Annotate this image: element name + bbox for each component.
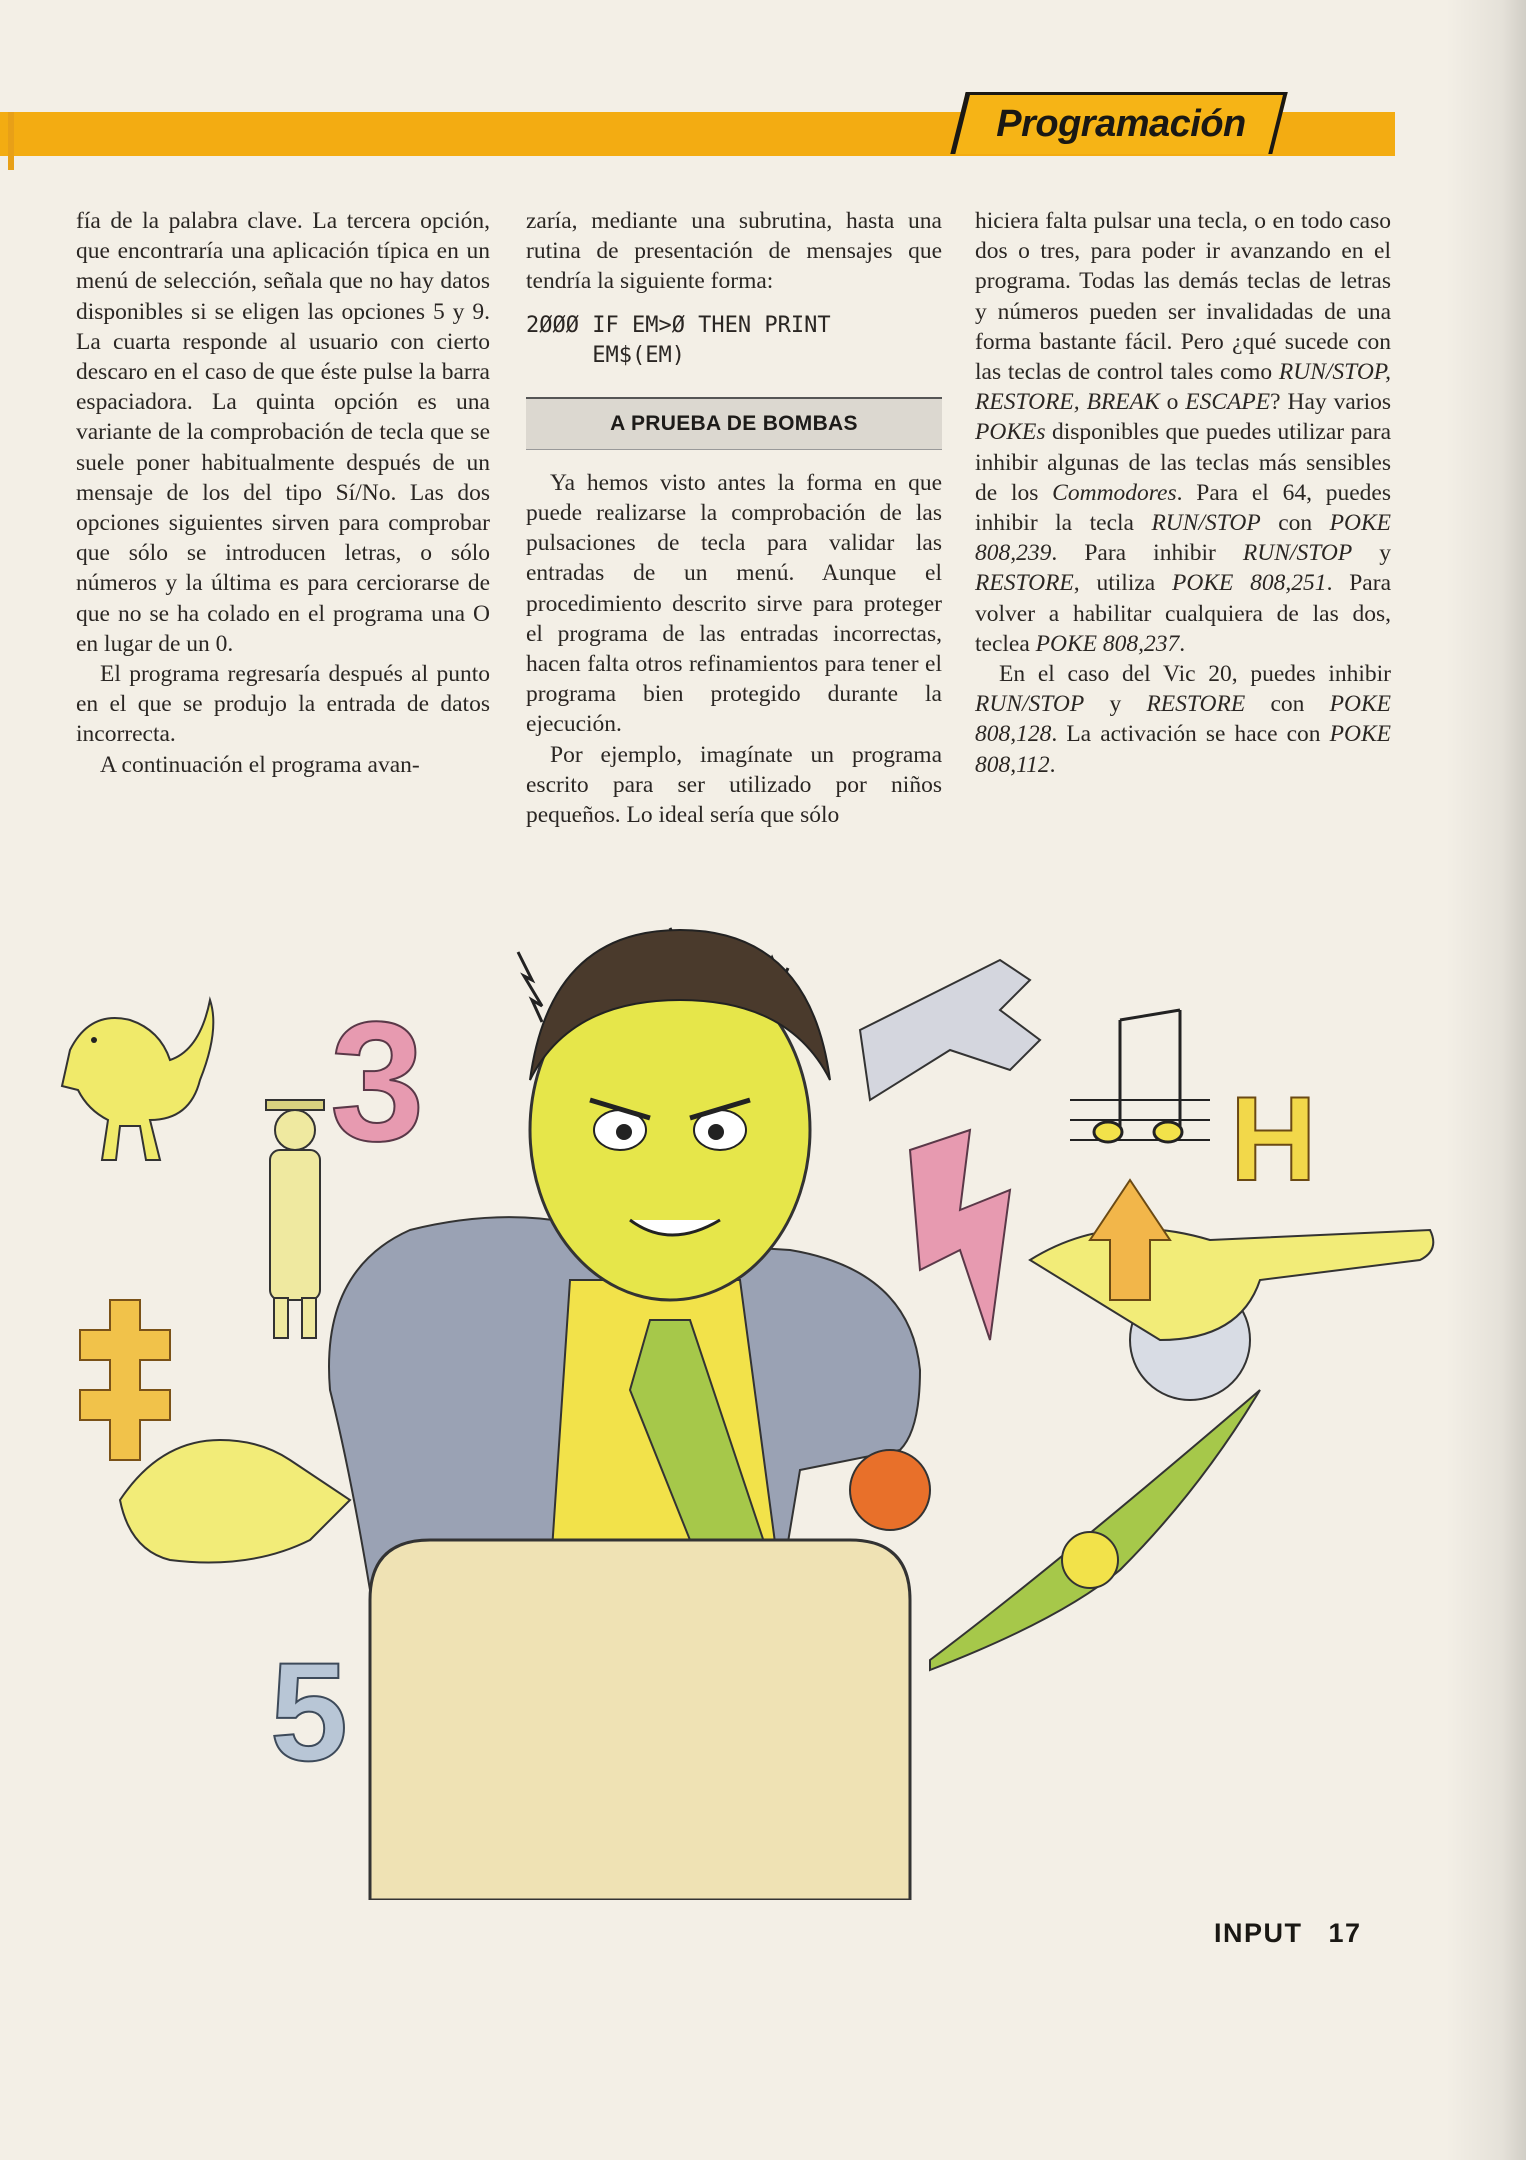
paragraph: hiciera falta pulsar una tecla, o en todo caso dos o tres, para poder ir avanzando en el programa. Todas las demás teclas de letras y números pueden ser invalidadas de una forma bastante fácil. Pero ¿qué sucede con las teclas de control tales como RUN/STOP, RESTORE, BREAK o ESCAPE? Hay varios POKEs disponibles que puedes utilizar para inhibir algunas de las teclas más sensibles de los Commodores. Para el 64, puedes inhibir la tecla RUN/STOP con POKE 808,239. Para inhibir RUN/STOP y RESTORE, utiliza POKE 808,251. Para volver a habilitar cualquiera de las dos, teclea POKE 808,237.: [975, 208, 1392, 657]
chomper-ball: [850, 1450, 930, 1530]
detective-figure: [266, 1100, 324, 1338]
plane: [930, 1390, 1260, 1670]
monitor: [370, 1540, 910, 1900]
magazine-name: INPUT: [1214, 1918, 1303, 1948]
paragraph: Por ejemplo, imagínate un programa escrito para ser utilizado por niños pequeños. Lo ideal sería que sólo: [526, 741, 942, 829]
page-number: 17: [1328, 1918, 1362, 1948]
paragraph: zaría, mediante una subrutina, hasta una rutina de presentación de mensajes que tendría la siguiente forma:: [526, 208, 942, 295]
music-notes: [1070, 1010, 1210, 1142]
left-hand: [120, 1440, 350, 1563]
header-band-tick: [8, 112, 14, 170]
cartoon-illustration: [30, 900, 1470, 1900]
dinosaur-figure: [62, 1000, 213, 1160]
paragraph: fía de la palabra clave. La tercera opción, que encontraría una aplicación típica en un menú de selección, señala que no hay datos disponibles si se eligen las opciones 5 y 9. La cuarta responde al usuario con cierto descaro en el caso de que éste pulse la barra espaciadora. La quinta opción es una variante de la comprobación de tecla que se suele poner habitualmente después de un mensaje de los del tipo Sí/No. Las dos opciones siguientes sirven para comprobar que sólo se introducen letras, o sólo números y la última es para cerciorarse de que no se ha colado en el programa una O en lugar de un 0.: [76, 208, 490, 657]
blue-five: 5: [270, 1633, 348, 1790]
page-footer: [1214, 1918, 1362, 1949]
paragraph: Ya hemos visto antes la forma en que puede realizarse la comprobación de las pulsaciones de tecla para validar las entradas de un menú. Aunque el procedimiento descrito sirve para proteger el programa de las entradas incorrectas, hacen falta otros refinamientos para tener el programa bien protegido durante la ejecución.: [526, 469, 942, 738]
grey-robot: [860, 960, 1040, 1100]
text-column-1: [76, 206, 490, 780]
text-column-2: [526, 206, 942, 830]
text-column-3: [975, 206, 1391, 780]
orange-symbol: [80, 1300, 170, 1460]
pink-three: 3: [330, 987, 425, 1177]
code-listing: 2ØØØ IF EM>Ø THEN PRINT EM$(EM): [526, 312, 831, 368]
yellow-h: H: [1230, 1072, 1317, 1206]
paragraph: El programa regresaría después al punto en el que se produjo la entrada de datos incorrecta.: [76, 661, 490, 748]
section-heading: A PRUEBA DE BOMBAS: [526, 397, 942, 450]
section-title: Programación: [996, 102, 1246, 145]
paragraph: En el caso del Vic 20, puedes inhibir RUN/STOP y RESTORE con POKE 808,128. La activación se hace con POKE 808,112.: [975, 661, 1391, 778]
paragraph: A continuación el programa avan-: [100, 751, 420, 778]
pink-bolt: [910, 1130, 1010, 1340]
